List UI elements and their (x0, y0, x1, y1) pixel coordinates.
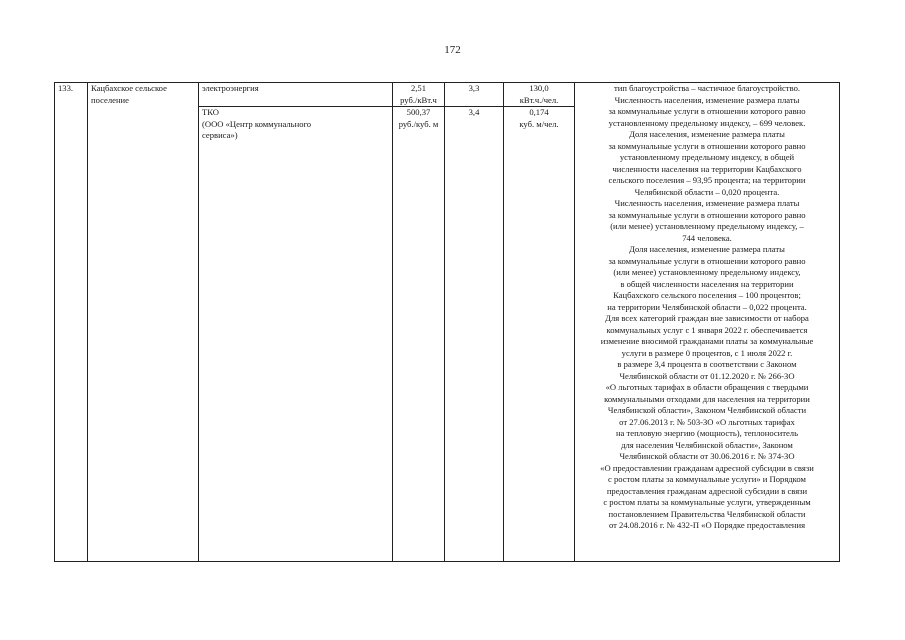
description-line: тип благоустройства – частичное благоустройство. (613, 83, 801, 93)
description-line: Численность населения, изменение размера платы (614, 94, 800, 105)
description-line: коммунальных услуг с 1 января 2022 г. обеспечивается (606, 324, 808, 335)
index-cell (445, 83, 504, 107)
description-line: Челябинской области – 0,020 процента. (634, 186, 780, 197)
resource-name: ТКО (202, 107, 219, 117)
description-line: установленному предельному индексу, в общей (619, 152, 795, 162)
description-line: численности населения на территории Кацбахского (612, 163, 802, 174)
description-line: предоставления гражданам адресной субсидии в связи (606, 485, 808, 496)
description-line: Доля населения, изменение размера платы (629, 129, 785, 139)
volume-unit: куб. м/чел. (519, 118, 559, 129)
description-line: в общей численности населения на территории (620, 278, 794, 289)
description-line: Численность населения, изменение размера платы (614, 198, 800, 208)
description-line: Кацбахского сельского поселения – 100 процентов; (613, 290, 801, 300)
description-line: Доля населения, изменение размера платы (629, 244, 785, 254)
volume-value: 130,0 (529, 83, 549, 93)
description-line: (или менее) установленному предельному индексу, (613, 267, 801, 277)
description-line: 744 человека. (682, 232, 732, 243)
description-text (578, 83, 836, 532)
description-line: Челябинской области от 01.12.2020 г. № 266-ЗО (619, 370, 795, 381)
description-line: Челябинской области», Законом Челябинской области (607, 405, 807, 415)
description-line: Для всех категорий граждан вне зависимости от набора (605, 313, 809, 323)
volume-cell (504, 83, 575, 107)
resource-provider: (ООО «Центр коммунального (202, 118, 312, 129)
resource-cell (199, 83, 393, 107)
tariff-cell (393, 83, 445, 107)
tariff-unit: руб./кВт.ч (400, 94, 437, 105)
row-number-cell (55, 83, 88, 562)
description-line: постановлением Правительства Челябинской области (608, 508, 806, 519)
description-line: изменение вносимой гражданами платы за коммунальные (600, 336, 814, 346)
resource-name: электроэнергия (202, 83, 259, 93)
resource-provider: сервиса») (202, 130, 238, 140)
tariff-cell (393, 107, 445, 562)
description-line: для населения Челябинской области», Законом (621, 439, 793, 450)
volume-cell (504, 107, 575, 562)
tariff-table (54, 82, 840, 562)
table-row (55, 83, 840, 107)
description-line: «О льготных тарифах в области обращения с твердыми (605, 382, 809, 392)
page-number: 172 (444, 44, 461, 56)
index-value: 3,3 (468, 83, 480, 93)
description-cell (575, 83, 840, 562)
tariff-value: 500,37 (406, 107, 431, 117)
resource-cell (199, 107, 393, 562)
description-line: коммунальными отходами для населения на территории (604, 393, 810, 404)
settlement-name-line: поселение (91, 94, 129, 105)
description-line: Челябинской области от 30.06.2016 г. № 374-ЗО (619, 451, 795, 461)
description-line: услуги в размере 0 процентов, с 1 июля 2022 г. (621, 347, 793, 358)
description-line: за коммунальные услуги в отношении которого равно (608, 140, 806, 151)
description-line: за коммунальные услуги в отношении которого равно (608, 255, 806, 266)
description-line: сельского поселения – 93,95 процента; на территории (608, 175, 806, 185)
description-line: с ростом платы за коммунальные услуги» и Порядком (608, 474, 806, 484)
description-line: от 24.08.2016 г. № 432-П «О Порядке предоставления (608, 520, 806, 530)
description-line: установленному предельному индексу, – 699 человек. (608, 117, 806, 128)
description-line: за коммунальные услуги в отношении которого равно (608, 209, 806, 220)
description-line: (или менее) установленному предельному индексу, – (610, 221, 804, 231)
description-line: с ростом платы за коммунальные услуги, утвержденным (603, 497, 811, 507)
volume-value: 0,174 (529, 107, 549, 117)
row-number: 133. (58, 83, 74, 93)
description-line: на территории Челябинской области – 0,022 процента. (607, 301, 807, 312)
description-line: «О предоставлении гражданам адресной субсидии в связи (600, 462, 814, 473)
tariff-value: 2,51 (410, 83, 427, 93)
description-line: за коммунальные услуги в отношении которого равно (608, 106, 806, 116)
description-line: от 27.06.2013 г. № 503-ЗО «О льготных тарифах (619, 416, 795, 427)
settlement-name-cell (88, 83, 199, 562)
volume-unit: кВт.ч./чел. (519, 94, 559, 105)
settlement-name-line: Кацбахское сельское (91, 83, 167, 93)
description-line: в размере 3,4 процента в соответствии с Законом (617, 359, 797, 369)
tariff-unit: руб./куб. м (398, 118, 439, 129)
index-cell (445, 107, 504, 562)
index-value: 3,4 (468, 107, 480, 117)
description-line: на тепловую энергию (мощность), теплоноситель (615, 428, 799, 438)
